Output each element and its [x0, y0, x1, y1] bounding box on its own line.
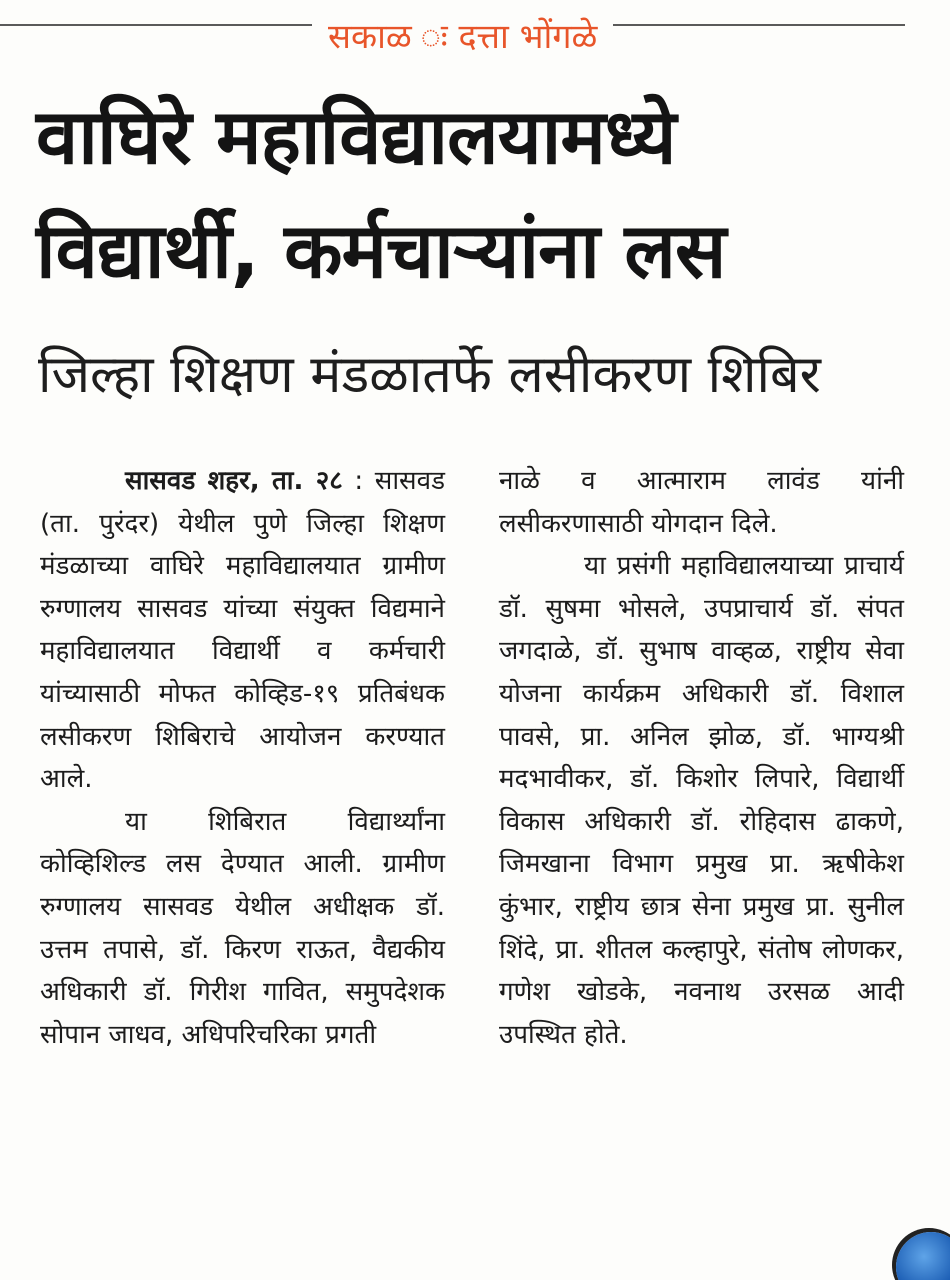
headline-line-1: वाघिरे महाविद्यालयामध्ये [36, 92, 676, 181]
dateline: सासवड शहर, ता. २८ [125, 466, 343, 496]
headline [36, 80, 916, 308]
article-paragraph-2: या शिबिरात विद्यार्थ्यांना कोव्हिशिल्ड लस देण्यात आली. ग्रामीण रुग्णालय सासवड येथील अधीक्षक डॉ. उत्तम तपासे, डॉ. किरण राऊत, वैद्यकीय अधिकारी डॉ. गिरीश गावित, समुपदेशक सोपान जाधव, अधिपरिचरिका प्रगती [40, 806, 445, 1050]
article-paragraph-2-continued: नाळे व आत्माराम लावंड यांनी लसीकरणासाठी योगदान दिले. [499, 466, 904, 539]
corner-badge-icon [896, 1232, 950, 1280]
article-column-left [40, 460, 445, 1056]
photo-credit: सकाळ ः दत्ता भोंगळे [312, 14, 613, 60]
subheadline: जिल्हा शिक्षण मंडळातर्फे लसीकरण शिबिर [38, 345, 821, 405]
article-column-right [499, 460, 904, 1056]
paragraph-1-text: : सासवड (ता. पुरंदर) येथील पुणे जिल्हा शिक्षण मंडळाच्या वाघिरे महाविद्यालयात ग्रामीण रुग्णालय सासवड यांच्या संयुक्त विद्यमाने महाविद्यालयात विद्यार्थी व कर्मचारी यांच्यासाठी मोफत कोव्हिड-१९ प्रतिबंधक लसीकरण शिबिराचे आयोजन करण्यात आले. [40, 466, 445, 795]
headline-line-2: विद्यार्थी, कर्मचाऱ्यांना लस [36, 206, 726, 295]
article-paragraph-3: या प्रसंगी महाविद्यालयाच्या प्राचार्य डॉ. सुषमा भोसले, उपप्राचार्य डॉ. संपत जगदाळे, डॉ. सुभाष वाव्हळ, राष्ट्रीय सेवा योजना कार्यक्रम अधिकारी डॉ. विशाल पावसे, प्रा. अनिल झोळ, डॉ. भाग्यश्री मदभावीकर, डॉ. किशोर लिपारे, विद्यार्थी विकास अधिकारी डॉ. रोहिदास ढाकणे, जिमखाना विभाग प्रमुख प्रा. ऋषीकेश कुंभार, राष्ट्रीय छात्र सेना प्रमुख प्रा. सुनील शिंदे, प्रा. शीतल कल्हापुरे, संतोष लोणकर, गणेश खोडके, नवनाथ उरसळ आदी उपस्थित होते. [499, 551, 904, 1050]
article-paragraph-1 [40, 460, 445, 801]
